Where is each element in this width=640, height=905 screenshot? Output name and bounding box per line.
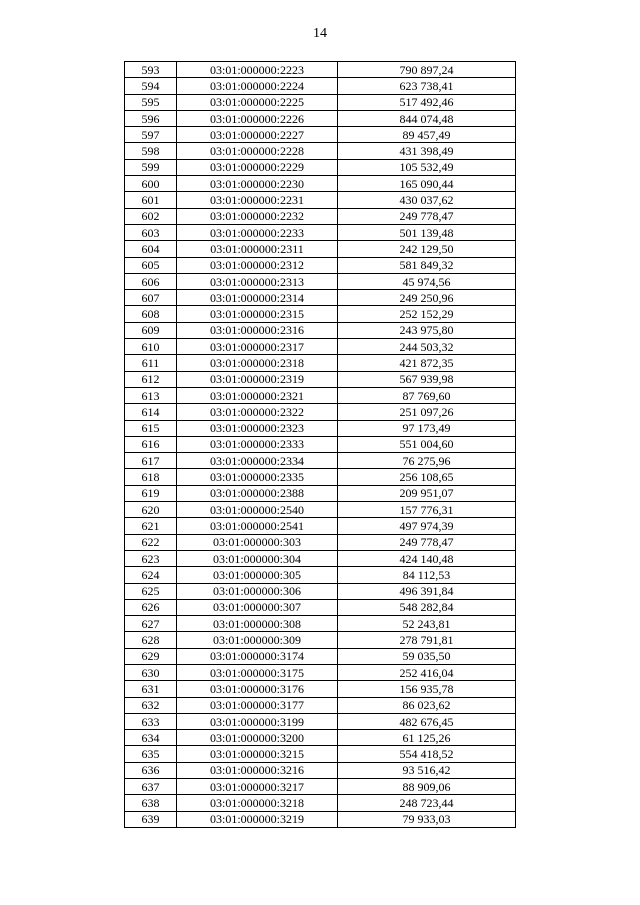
table-row (125, 697, 516, 713)
cadastral-number-cell: 03:01:000000:3216 (177, 762, 338, 778)
row-number-cell: 632 (125, 697, 177, 713)
row-number-cell: 599 (125, 159, 177, 175)
cadastral-number-cell: 03:01:000000:2224 (177, 78, 338, 94)
cadastral-value-cell: 497 974,39 (338, 518, 516, 534)
cadastral-number-cell: 03:01:000000:303 (177, 534, 338, 550)
cadastral-value-cell: 105 532,49 (338, 159, 516, 175)
table-row (125, 632, 516, 648)
cadastral-value-cell: 84 112,53 (338, 567, 516, 583)
cadastral-value-cell: 87 769,60 (338, 387, 516, 403)
table-row (125, 224, 516, 240)
row-number-cell: 623 (125, 550, 177, 566)
table-row (125, 110, 516, 126)
cadastral-value-cell: 249 250,96 (338, 290, 516, 306)
cadastral-number-cell: 03:01:000000:2333 (177, 436, 338, 452)
row-number-cell: 625 (125, 583, 177, 599)
row-number-cell: 612 (125, 371, 177, 387)
cadastral-value-cell: 61 125,26 (338, 730, 516, 746)
cadastral-value-cell: 244 503,32 (338, 339, 516, 355)
table-row (125, 599, 516, 615)
cadastral-number-cell: 03:01:000000:2317 (177, 339, 338, 355)
cadastral-number-cell: 03:01:000000:2228 (177, 143, 338, 159)
cadastral-number-cell: 03:01:000000:2335 (177, 469, 338, 485)
cadastral-value-cell: 278 791,81 (338, 632, 516, 648)
cadastral-number-cell: 03:01:000000:3215 (177, 746, 338, 762)
row-number-cell: 604 (125, 241, 177, 257)
cadastral-value-cell: 844 074,48 (338, 110, 516, 126)
cadastral-value-cell: 501 139,48 (338, 224, 516, 240)
row-number-cell: 614 (125, 404, 177, 420)
cadastral-value-cell: 88 909,06 (338, 779, 516, 795)
table-row (125, 420, 516, 436)
table-row (125, 518, 516, 534)
row-number-cell: 635 (125, 746, 177, 762)
cadastral-number-cell: 03:01:000000:3176 (177, 681, 338, 697)
row-number-cell: 624 (125, 567, 177, 583)
row-number-cell: 619 (125, 485, 177, 501)
table-row (125, 355, 516, 371)
cadastral-value-cell: 248 723,44 (338, 795, 516, 811)
row-number-cell: 621 (125, 518, 177, 534)
table-row (125, 811, 516, 827)
table-row (125, 208, 516, 224)
cadastral-value-cell: 482 676,45 (338, 713, 516, 729)
cadastral-number-cell: 03:01:000000:2322 (177, 404, 338, 420)
row-number-cell: 607 (125, 290, 177, 306)
cadastral-number-cell: 03:01:000000:2226 (177, 110, 338, 126)
cadastral-number-cell: 03:01:000000:2233 (177, 224, 338, 240)
cadastral-value-table (124, 61, 516, 828)
cadastral-value-cell: 256 108,65 (338, 469, 516, 485)
row-number-cell: 627 (125, 616, 177, 632)
row-number-cell: 611 (125, 355, 177, 371)
table-row (125, 779, 516, 795)
cadastral-value-cell: 251 097,26 (338, 404, 516, 420)
cadastral-value-cell: 52 243,81 (338, 616, 516, 632)
cadastral-number-cell: 03:01:000000:3199 (177, 713, 338, 729)
cadastral-value-cell: 430 037,62 (338, 192, 516, 208)
table-row (125, 371, 516, 387)
row-number-cell: 620 (125, 502, 177, 518)
table-row (125, 795, 516, 811)
row-number-cell: 636 (125, 762, 177, 778)
cadastral-value-cell: 623 738,41 (338, 78, 516, 94)
table-row (125, 306, 516, 322)
cadastral-value-cell: 156 935,78 (338, 681, 516, 697)
cadastral-number-cell: 03:01:000000:2225 (177, 94, 338, 110)
cadastral-number-cell: 03:01:000000:3175 (177, 664, 338, 680)
cadastral-number-cell: 03:01:000000:2316 (177, 322, 338, 338)
table-row (125, 290, 516, 306)
cadastral-value-cell: 252 152,29 (338, 306, 516, 322)
row-number-cell: 598 (125, 143, 177, 159)
cadastral-number-cell: 03:01:000000:3218 (177, 795, 338, 811)
cadastral-value-cell: 554 418,52 (338, 746, 516, 762)
row-number-cell: 639 (125, 811, 177, 827)
cadastral-value-cell: 548 282,84 (338, 599, 516, 615)
row-number-cell: 603 (125, 224, 177, 240)
row-number-cell: 597 (125, 127, 177, 143)
cadastral-number-cell: 03:01:000000:2540 (177, 502, 338, 518)
cadastral-number-cell: 03:01:000000:2318 (177, 355, 338, 371)
cadastral-value-cell: 581 849,32 (338, 257, 516, 273)
cadastral-value-cell: 86 023,62 (338, 697, 516, 713)
table-row (125, 485, 516, 501)
cadastral-value-cell: 243 975,80 (338, 322, 516, 338)
cadastral-number-cell: 03:01:000000:2232 (177, 208, 338, 224)
cadastral-value-cell: 551 004,60 (338, 436, 516, 452)
row-number-cell: 629 (125, 648, 177, 664)
table-row (125, 436, 516, 452)
cadastral-number-cell: 03:01:000000:308 (177, 616, 338, 632)
cadastral-number-cell: 03:01:000000:2311 (177, 241, 338, 257)
cadastral-value-cell: 249 778,47 (338, 534, 516, 550)
table-row (125, 176, 516, 192)
table-row (125, 127, 516, 143)
table-row (125, 550, 516, 566)
table-row (125, 583, 516, 599)
cadastral-value-cell: 165 090,44 (338, 176, 516, 192)
row-number-cell: 601 (125, 192, 177, 208)
cadastral-value-cell: 157 776,31 (338, 502, 516, 518)
cadastral-number-cell: 03:01:000000:2315 (177, 306, 338, 322)
cadastral-value-cell: 79 933,03 (338, 811, 516, 827)
cadastral-number-cell: 03:01:000000:2231 (177, 192, 338, 208)
cadastral-value-cell: 45 974,56 (338, 273, 516, 289)
table-row (125, 567, 516, 583)
cadastral-number-cell: 03:01:000000:3217 (177, 779, 338, 795)
row-number-cell: 594 (125, 78, 177, 94)
row-number-cell: 593 (125, 62, 177, 78)
row-number-cell: 630 (125, 664, 177, 680)
cadastral-value-cell: 93 516,42 (338, 762, 516, 778)
table-row (125, 762, 516, 778)
row-number-cell: 608 (125, 306, 177, 322)
row-number-cell: 618 (125, 469, 177, 485)
cadastral-value-cell: 431 398,49 (338, 143, 516, 159)
cadastral-number-cell: 03:01:000000:2321 (177, 387, 338, 403)
cadastral-number-cell: 03:01:000000:305 (177, 567, 338, 583)
table-row (125, 404, 516, 420)
cadastral-value-cell: 76 275,96 (338, 453, 516, 469)
cadastral-value-cell: 89 457,49 (338, 127, 516, 143)
row-number-cell: 606 (125, 273, 177, 289)
cadastral-value-cell: 252 416,04 (338, 664, 516, 680)
cadastral-number-cell: 03:01:000000:3200 (177, 730, 338, 746)
cadastral-value-cell: 517 492,46 (338, 94, 516, 110)
table-row (125, 534, 516, 550)
table-row (125, 730, 516, 746)
table-row (125, 339, 516, 355)
table-row (125, 143, 516, 159)
cadastral-number-cell: 03:01:000000:2388 (177, 485, 338, 501)
cadastral-value-cell: 249 778,47 (338, 208, 516, 224)
cadastral-number-cell: 03:01:000000:306 (177, 583, 338, 599)
row-number-cell: 634 (125, 730, 177, 746)
table-row (125, 322, 516, 338)
row-number-cell: 631 (125, 681, 177, 697)
table-row (125, 746, 516, 762)
cadastral-number-cell: 03:01:000000:2314 (177, 290, 338, 306)
row-number-cell: 596 (125, 110, 177, 126)
row-number-cell: 602 (125, 208, 177, 224)
table-row (125, 192, 516, 208)
table-row (125, 502, 516, 518)
row-number-cell: 600 (125, 176, 177, 192)
row-number-cell: 637 (125, 779, 177, 795)
row-number-cell: 616 (125, 436, 177, 452)
row-number-cell: 605 (125, 257, 177, 273)
table-row (125, 453, 516, 469)
cadastral-number-cell: 03:01:000000:307 (177, 599, 338, 615)
cadastral-number-cell: 03:01:000000:2229 (177, 159, 338, 175)
cadastral-number-cell: 03:01:000000:2313 (177, 273, 338, 289)
table-row (125, 713, 516, 729)
row-number-cell: 628 (125, 632, 177, 648)
table-row (125, 387, 516, 403)
table-row (125, 616, 516, 632)
row-number-cell: 622 (125, 534, 177, 550)
table-row (125, 648, 516, 664)
row-number-cell: 610 (125, 339, 177, 355)
cadastral-number-cell: 03:01:000000:3219 (177, 811, 338, 827)
table-row (125, 94, 516, 110)
page-number: 14 (313, 26, 327, 41)
table-row (125, 241, 516, 257)
table-row (125, 469, 516, 485)
table-row (125, 159, 516, 175)
cadastral-value-cell: 496 391,84 (338, 583, 516, 599)
row-number-cell: 638 (125, 795, 177, 811)
cadastral-value-cell: 97 173,49 (338, 420, 516, 436)
cadastral-number-cell: 03:01:000000:3177 (177, 697, 338, 713)
table-row (125, 273, 516, 289)
cadastral-value-cell: 421 872,35 (338, 355, 516, 371)
cadastral-number-cell: 03:01:000000:2230 (177, 176, 338, 192)
cadastral-number-cell: 03:01:000000:2227 (177, 127, 338, 143)
cadastral-number-cell: 03:01:000000:2312 (177, 257, 338, 273)
cadastral-value-cell: 424 140,48 (338, 550, 516, 566)
row-number-cell: 626 (125, 599, 177, 615)
cadastral-value-cell: 209 951,07 (338, 485, 516, 501)
cadastral-number-cell: 03:01:000000:3174 (177, 648, 338, 664)
table-row (125, 62, 516, 78)
cadastral-number-cell: 03:01:000000:2319 (177, 371, 338, 387)
cadastral-number-cell: 03:01:000000:2334 (177, 453, 338, 469)
cadastral-number-cell: 03:01:000000:309 (177, 632, 338, 648)
row-number-cell: 609 (125, 322, 177, 338)
table-row (125, 664, 516, 680)
table-row (125, 78, 516, 94)
cadastral-value-cell: 567 939,98 (338, 371, 516, 387)
table-body (125, 62, 516, 828)
cadastral-value-cell: 242 129,50 (338, 241, 516, 257)
row-number-cell: 595 (125, 94, 177, 110)
cadastral-value-cell: 790 897,24 (338, 62, 516, 78)
cadastral-value-cell: 59 035,50 (338, 648, 516, 664)
cadastral-number-cell: 03:01:000000:304 (177, 550, 338, 566)
table-row (125, 257, 516, 273)
row-number-cell: 615 (125, 420, 177, 436)
row-number-cell: 613 (125, 387, 177, 403)
cadastral-number-cell: 03:01:000000:2541 (177, 518, 338, 534)
table-row (125, 681, 516, 697)
row-number-cell: 617 (125, 453, 177, 469)
cadastral-number-cell: 03:01:000000:2223 (177, 62, 338, 78)
row-number-cell: 633 (125, 713, 177, 729)
cadastral-number-cell: 03:01:000000:2323 (177, 420, 338, 436)
